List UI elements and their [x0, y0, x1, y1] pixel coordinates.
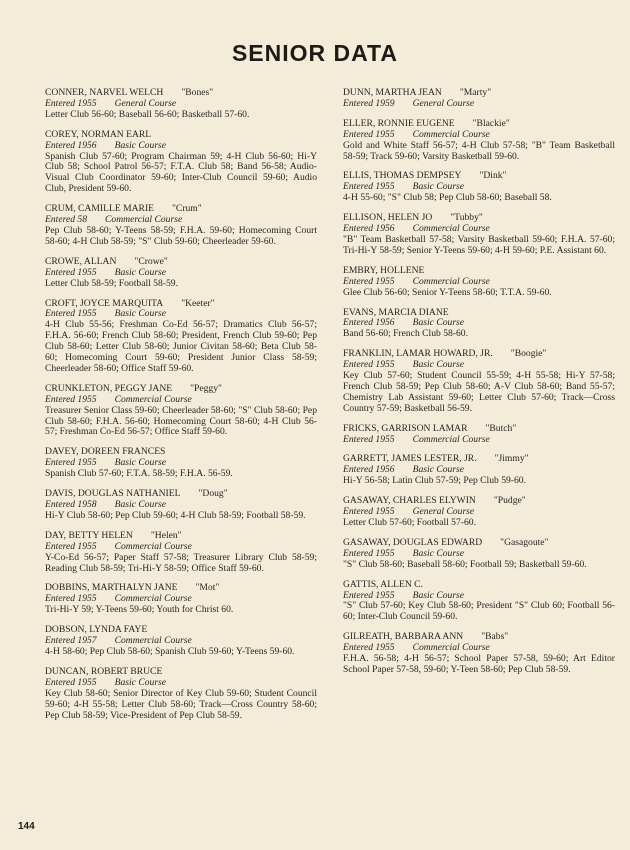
entered-year: Entered 1955: [45, 593, 97, 605]
entered-year: Entered 1955: [343, 642, 395, 654]
senior-nickname: "Pudge": [493, 495, 526, 507]
senior-name: COREY, NORMAN EARL: [45, 128, 152, 140]
activities: "S" Club 58-60; Baseball 58-60; Football 59; Basketball 59-60.: [343, 558, 587, 570]
senior-entry: [45, 625, 317, 658]
activities: Key Club 57-60; Student Council 55-59; 4-H 55-58; Hi-Y 57-58; French Club 58-59; Pep Club 58-60; A-V Club 58-60; Band 55-57; Chemistry Lab Assistant 59-60; Letter Club 57-60; Track—Cross Country 57-59; Basketball 56-59.: [343, 370, 615, 414]
course-type: Commercial Course: [114, 393, 192, 405]
page-title: SENIOR DATA: [231, 40, 399, 66]
senior-name: CROFT, JOYCE MARQUITA: [45, 297, 164, 309]
entered-year: Entered 1958: [45, 499, 97, 510]
senior-name: CONNER, NARVEL WELCH: [45, 87, 164, 98]
senior-entry: [343, 538, 615, 571]
senior-nickname: "Crum": [172, 203, 202, 215]
activities: 4-H 58-60; Pep Club 58-60; Spanish Club 59-60; Y-Teens 59-60.: [45, 645, 295, 657]
course-type: General Course: [412, 97, 475, 109]
entered-year: Entered 1955: [343, 359, 395, 371]
course-type: Commercial Course: [114, 540, 192, 552]
entered-year: Entered 1955: [343, 506, 395, 518]
course-type: Commercial Course: [105, 214, 183, 226]
senior-entry: [45, 583, 317, 616]
senior-entry: [343, 496, 615, 529]
course-type: Commercial Course: [412, 128, 490, 140]
entered-year: Entered 1955: [45, 457, 97, 469]
entered-year: Entered 1955: [343, 547, 395, 559]
course-type: Commercial Course: [412, 275, 490, 287]
senior-entry: [45, 531, 317, 575]
senior-nickname: "Jimmy": [494, 453, 529, 465]
senior-entry: [45, 204, 317, 248]
senior-entry: [343, 632, 615, 676]
senior-name: GASAWAY, DOUGLAS EDWARD: [343, 536, 483, 548]
activities: Y-Co-Ed 56-57; Paper Staff 57-58; Treasurer Library Club 58-59; Reading Club 58-59; Tri-Hi-Y 58-59; Office Staff 59-60.: [45, 551, 317, 574]
course-type: Basic Course: [114, 139, 167, 151]
senior-nickname: "Keeter": [181, 297, 215, 309]
course-type: Basic Course: [412, 359, 465, 371]
course-type: Commercial Course: [114, 635, 192, 647]
course-type: Basic Course: [114, 499, 167, 510]
page-number: 144: [18, 821, 35, 832]
senior-entry: [45, 384, 317, 439]
senior-entry: [343, 454, 615, 487]
activities: "S" Club 57-60; Key Club 58-60; President "S" Club 60; Football 56-60; Inter-Club Council 59-60.: [343, 600, 615, 623]
activities: Hi-Y 56-58; Latin Club 57-59; Pep Club 59-60.: [343, 475, 526, 487]
senior-name: ELLISON, HELEN JO: [343, 212, 433, 224]
senior-name: DOBSON, LYNDA FAYE: [45, 624, 148, 636]
senior-name: CROWE, ALLAN: [45, 255, 117, 267]
entered-year: Entered 58: [45, 214, 88, 226]
senior-name: DAY, BETTY HELEN: [45, 529, 133, 541]
activities: Band 56-60; French Club 58-60.: [343, 328, 468, 340]
senior-name: CRUM, CAMILLE MARIE: [45, 203, 154, 215]
course-type: Basic Course: [412, 317, 465, 329]
senior-nickname: "Blackie": [472, 117, 510, 129]
course-type: General Course: [114, 97, 177, 109]
entered-year: Entered 1956: [343, 464, 395, 476]
senior-nickname: "Bones": [181, 87, 214, 98]
senior-name: DAVIS, DOUGLAS NATHANIEL: [45, 488, 181, 500]
course-type: Commercial Course: [412, 433, 490, 445]
senior-entry: [343, 349, 615, 414]
senior-name: DAVEY, DOREEN FRANCES: [45, 446, 166, 458]
entered-year: Entered 1955: [45, 97, 97, 109]
senior-entry: [343, 308, 615, 341]
right-column: [343, 88, 615, 685]
course-type: Commercial Course: [114, 593, 192, 605]
senior-nickname: "Mot": [195, 582, 220, 594]
activities: 4-H Club 55-56; Freshman Co-Ed 56-57; Dramatics Club 56-57; F.H.A. 56-60; French Club 58-60; President, French Club 59-60; Pep Club 58-60; Letter Club 58-60; Junior Civitan 58-60; Beta Club 58-60; Homecoming Court 59-60; President Junior Class 58-59; Cheerleader 58-60; Office Staff 59-60.: [45, 319, 317, 374]
activities: F.H.A. 56-58; 4-H 56-57; School Paper 57-58, 59-60; Art Editor School Paper 57-58, 59-60; Y-Teen 58-60; Pep Club 58-59.: [343, 653, 615, 675]
senior-nickname: "Gasagoute": [500, 536, 549, 548]
course-type: General Course: [412, 506, 475, 518]
senior-entry: [343, 424, 615, 446]
activities: Letter Club 56-60; Baseball 56-60; Basketball 57-60.: [45, 108, 250, 120]
senior-name: CRUNKLETON, PEGGY JANE: [45, 382, 173, 394]
activities: Spanish Club 57-60; F.T.A. 58-59; F.H.A. 56-59.: [45, 468, 233, 480]
senior-name: GASAWAY, CHARLES ELYWIN: [343, 495, 476, 507]
senior-nickname: "Doug": [198, 488, 228, 500]
entered-year: Entered 1955: [45, 540, 97, 552]
course-type: Basic Course: [412, 589, 465, 601]
activities: Spanish Club 57-60; Program Chairman 59; 4-H Club 56-60; Hi-Y Club 58; School Patrol 56-57; F.T.A. Club 58; Band 56-58; Audio-Visual Club Coordinator 59-60; Inter-Club Council 59-60; Audio Club, President 59-60.: [45, 150, 317, 195]
course-type: Basic Course: [412, 547, 465, 559]
course-type: Basic Course: [114, 676, 167, 688]
entered-year: Entered 1957: [45, 635, 97, 647]
senior-entry: [343, 88, 615, 110]
activities: Letter Club 57-60; Football 57-60.: [343, 517, 476, 528]
senior-entry: [343, 213, 615, 257]
activities: Gold and White Staff 56-57; 4-H Club 57-58; "B" Team Basketball 58-59; Track 59-60; Varsity Basketball 59-60.: [343, 139, 615, 162]
entered-year: Entered 1955: [343, 128, 395, 140]
senior-nickname: "Peggy": [190, 382, 222, 394]
activities: "B" Team Basketball 57-58; Varsity Basketball 59-60; F.H.A. 57-60; Tri-Hi-Y 58-59; Senior Y-Teens 59-60; 4-H 59-60; P.E. Assistant 60.: [343, 233, 615, 256]
senior-entry: [343, 171, 615, 204]
senior-entry: [45, 257, 317, 290]
senior-entry: [45, 299, 317, 375]
senior-name: FRANKLIN, LAMAR HOWARD, JR.: [343, 348, 493, 360]
entered-year: Entered 1959: [343, 97, 395, 109]
entered-year: Entered 1955: [45, 393, 97, 405]
senior-name: GATTIS, ALLEN C.: [343, 578, 423, 590]
senior-nickname: "Helen": [150, 529, 182, 541]
senior-entry: [45, 489, 317, 522]
entered-year: Entered 1955: [343, 181, 395, 193]
senior-name: DOBBINS, MARTHALYN JANE: [45, 582, 178, 594]
senior-name: ELLIS, THOMAS DEMPSEY: [343, 170, 462, 182]
senior-entry: [45, 88, 317, 121]
senior-entry: [343, 580, 615, 624]
course-type: Basic Course: [114, 457, 167, 469]
senior-name: DUNN, MARTHA JEAN: [343, 87, 442, 98]
senior-entry: [45, 447, 317, 480]
senior-nickname: "Crowe": [134, 255, 168, 267]
activities: Pep Club 58-60; Y-Teens 58-59; F.H.A. 59-60; Homecoming Court 58-60; 4-H Club 58-59; "S" Club 59-60; Cheerleader 59-60.: [45, 224, 317, 247]
course-type: Basic Course: [412, 181, 465, 193]
senior-name: GILREATH, BARBARA ANN: [343, 631, 464, 643]
left-column: [45, 88, 317, 730]
entered-year: Entered 1956: [343, 223, 395, 235]
senior-entry: [45, 667, 317, 722]
activities: Letter Club 58-59; Football 58-59.: [45, 277, 178, 289]
senior-nickname: "Tubby": [450, 212, 483, 224]
course-type: Basic Course: [114, 266, 167, 278]
senior-entry: [343, 266, 615, 299]
senior-entry: [45, 130, 317, 195]
activities: 4-H 55-60; "S" Club 58; Pep Club 58-60; Baseball 58.: [343, 192, 552, 204]
activities: Key Club 58-60; Senior Director of Key Club 59-60; Student Council 59-60; 4-H 55-58; Letter Club 58-60; Track—Cross Country 58-60; Pep Club 58-59; Vice-President of Pep Club 58-59.: [45, 687, 317, 721]
course-type: Basic Course: [412, 464, 465, 476]
activities: Treasurer Senior Class 59-60; Cheerleader 58-60; "S" Club 58-60; Pep Club 58-60; F.H.A. 56-60; Homecoming Court 58-60; 4-H Club 56-57; Freshman Co-Ed 56-57; Office Staff 59-60.: [45, 404, 317, 438]
activities: Hi-Y Club 58-60; Pep Club 59-60; 4-H Club 58-59; Football 58-59.: [45, 509, 306, 521]
entered-year: Entered 1956: [45, 139, 97, 151]
activities: Glee Club 56-60; Senior Y-Teens 58-60; T.T.A. 59-60.: [343, 286, 552, 298]
senior-nickname: "Dink": [479, 170, 507, 182]
course-type: Commercial Course: [412, 642, 490, 654]
course-type: Commercial Course: [412, 223, 490, 235]
senior-name: EMBRY, HOLLENE: [343, 264, 425, 276]
senior-nickname: "Boogie": [510, 348, 547, 360]
entered-year: Entered 1955: [343, 589, 395, 601]
senior-nickname: "Butch": [485, 422, 517, 434]
senior-name: EVANS, MARCIA DIANE: [343, 306, 449, 318]
course-type: Basic Course: [114, 308, 167, 320]
entered-year: Entered 1955: [45, 676, 97, 688]
senior-name: FRICKS, GARRISON LAMAR: [343, 422, 468, 434]
senior-name: ELLER, RONNIE EUGENE: [343, 117, 455, 129]
senior-name: GARRETT, JAMES LESTER, JR.: [343, 453, 477, 465]
senior-name: DUNCAN, ROBERT BRUCE: [45, 665, 163, 677]
entered-year: Entered 1955: [343, 275, 395, 287]
senior-nickname: "Marty": [459, 87, 492, 98]
entered-year: Entered 1955: [343, 433, 395, 445]
entered-year: Entered 1955: [45, 266, 97, 278]
activities: Tri-Hi-Y 59; Y-Teens 59-60; Youth for Christ 60.: [45, 604, 234, 616]
entered-year: Entered 1955: [45, 308, 97, 320]
senior-entry: [343, 119, 615, 163]
entered-year: Entered 1956: [343, 317, 395, 329]
senior-nickname: "Babs": [481, 631, 509, 643]
